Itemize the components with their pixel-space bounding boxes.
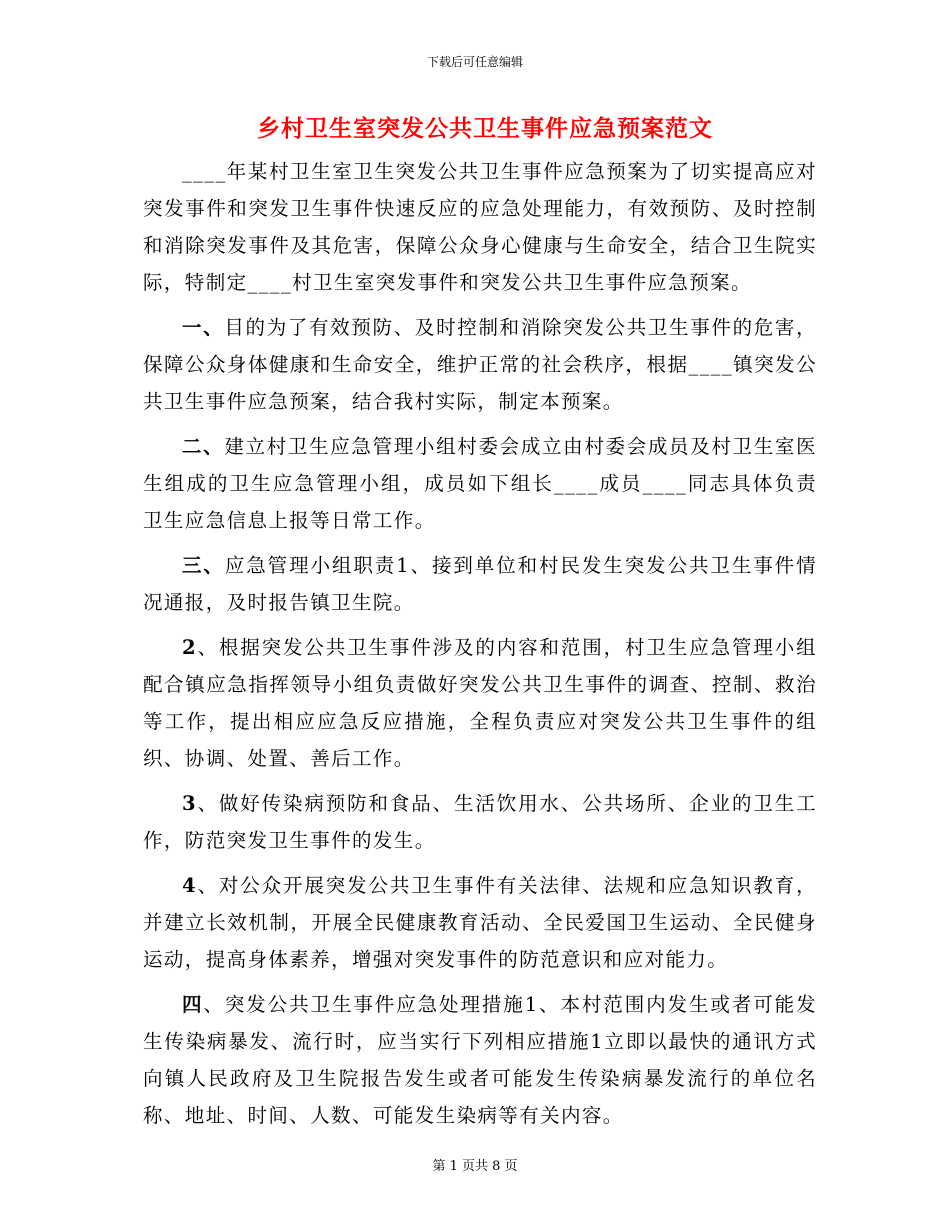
paragraph-text: 目的为了有效预防、及时控制和消除突发公共卫生事件的危害，保障公众身体健康和生命安全，维护正常的社会秩序，根据____镇突发公共卫生事件应急预案，结合我村实际，制定本预案。: [143, 316, 817, 413]
paragraph-section-4: [143, 986, 817, 1134]
item-number: 4: [182, 874, 197, 897]
paragraph-text: 、突发公共卫生事件应急处理措施1、本村范围内发生或者可能发生传染病暴发、流行时，应当实行下列相应措施1立即以最快的通讯方式向镇人民政府及卫生院报告发生或者可能发生传染病暴发流行的单位名称、地址、时间、人数、可能发生染病等有关内容。: [143, 993, 817, 1127]
section-number: 三、: [182, 554, 225, 577]
paragraph-item-2: [143, 629, 817, 777]
section-number: 二、: [182, 435, 225, 458]
item-number: 3: [182, 792, 197, 815]
document-title: 乡村卫生室突发公共卫生事件应急预案范文: [257, 115, 713, 142]
item-number: 2: [182, 636, 197, 659]
paragraph-section-1: [143, 309, 817, 420]
paragraph-text: ____年某村卫生室卫生突发公共卫生事件应急预案为了切实提高应对突发事件和突发卫生事件快速反应的应急处理能力，有效预防、及时控制和消除突发事件及其危害，保障公众身心健康与生命安全，结合卫生院实际，特制定____村卫生室突发事件和突发公共卫生事件应急预案。: [143, 160, 817, 294]
paragraph-item-4: [143, 867, 817, 978]
paragraph-intro: [143, 153, 817, 301]
section-number: 四: [182, 993, 204, 1016]
paragraph-text: 、做好传染病预防和食品、生活饮用水、公共场所、企业的卫生工作，防范突发卫生事件的发生。: [143, 792, 817, 852]
paragraph-section-2: [143, 428, 817, 539]
document-body: [143, 153, 817, 1134]
paragraph-text: 应急管理小组职责1、接到单位和村民发生突发公共卫生事件情况通报，及时报告镇卫生院。: [143, 554, 817, 614]
section-number: 一、: [182, 316, 225, 339]
paragraph-section-3: [143, 547, 817, 621]
page-header-note: 下载后可任意编辑: [426, 55, 523, 69]
page-footer-page-number: 第 1 页共 8 页: [432, 1159, 518, 1174]
paragraph-text: 建立村卫生应急管理小组村委会成立由村委会成员及村卫生室医生组成的卫生应急管理小组，成员如下组长____成员____同志具体负责卫生应急信息上报等日常工作。: [143, 435, 817, 532]
paragraph-text: 、根据突发公共卫生事件涉及的内容和范围，村卫生应急管理小组配合镇应急指挥领导小组负责做好突发公共卫生事件的调查、控制、救治等工作，提出相应应急反应措施，全程负责应对突发公共卫生事件的组织、协调、处置、善后工作。: [143, 636, 817, 770]
paragraph-item-3: [143, 785, 817, 859]
paragraph-text: 、对公众开展突发公共卫生事件有关法律、法规和应急知识教育，并建立长效机制，开展全民健康教育活动、全民爱国卫生运动、全民健身运动，提高身体素养，增强对突发事件的防范意识和应对能力。: [143, 874, 817, 971]
